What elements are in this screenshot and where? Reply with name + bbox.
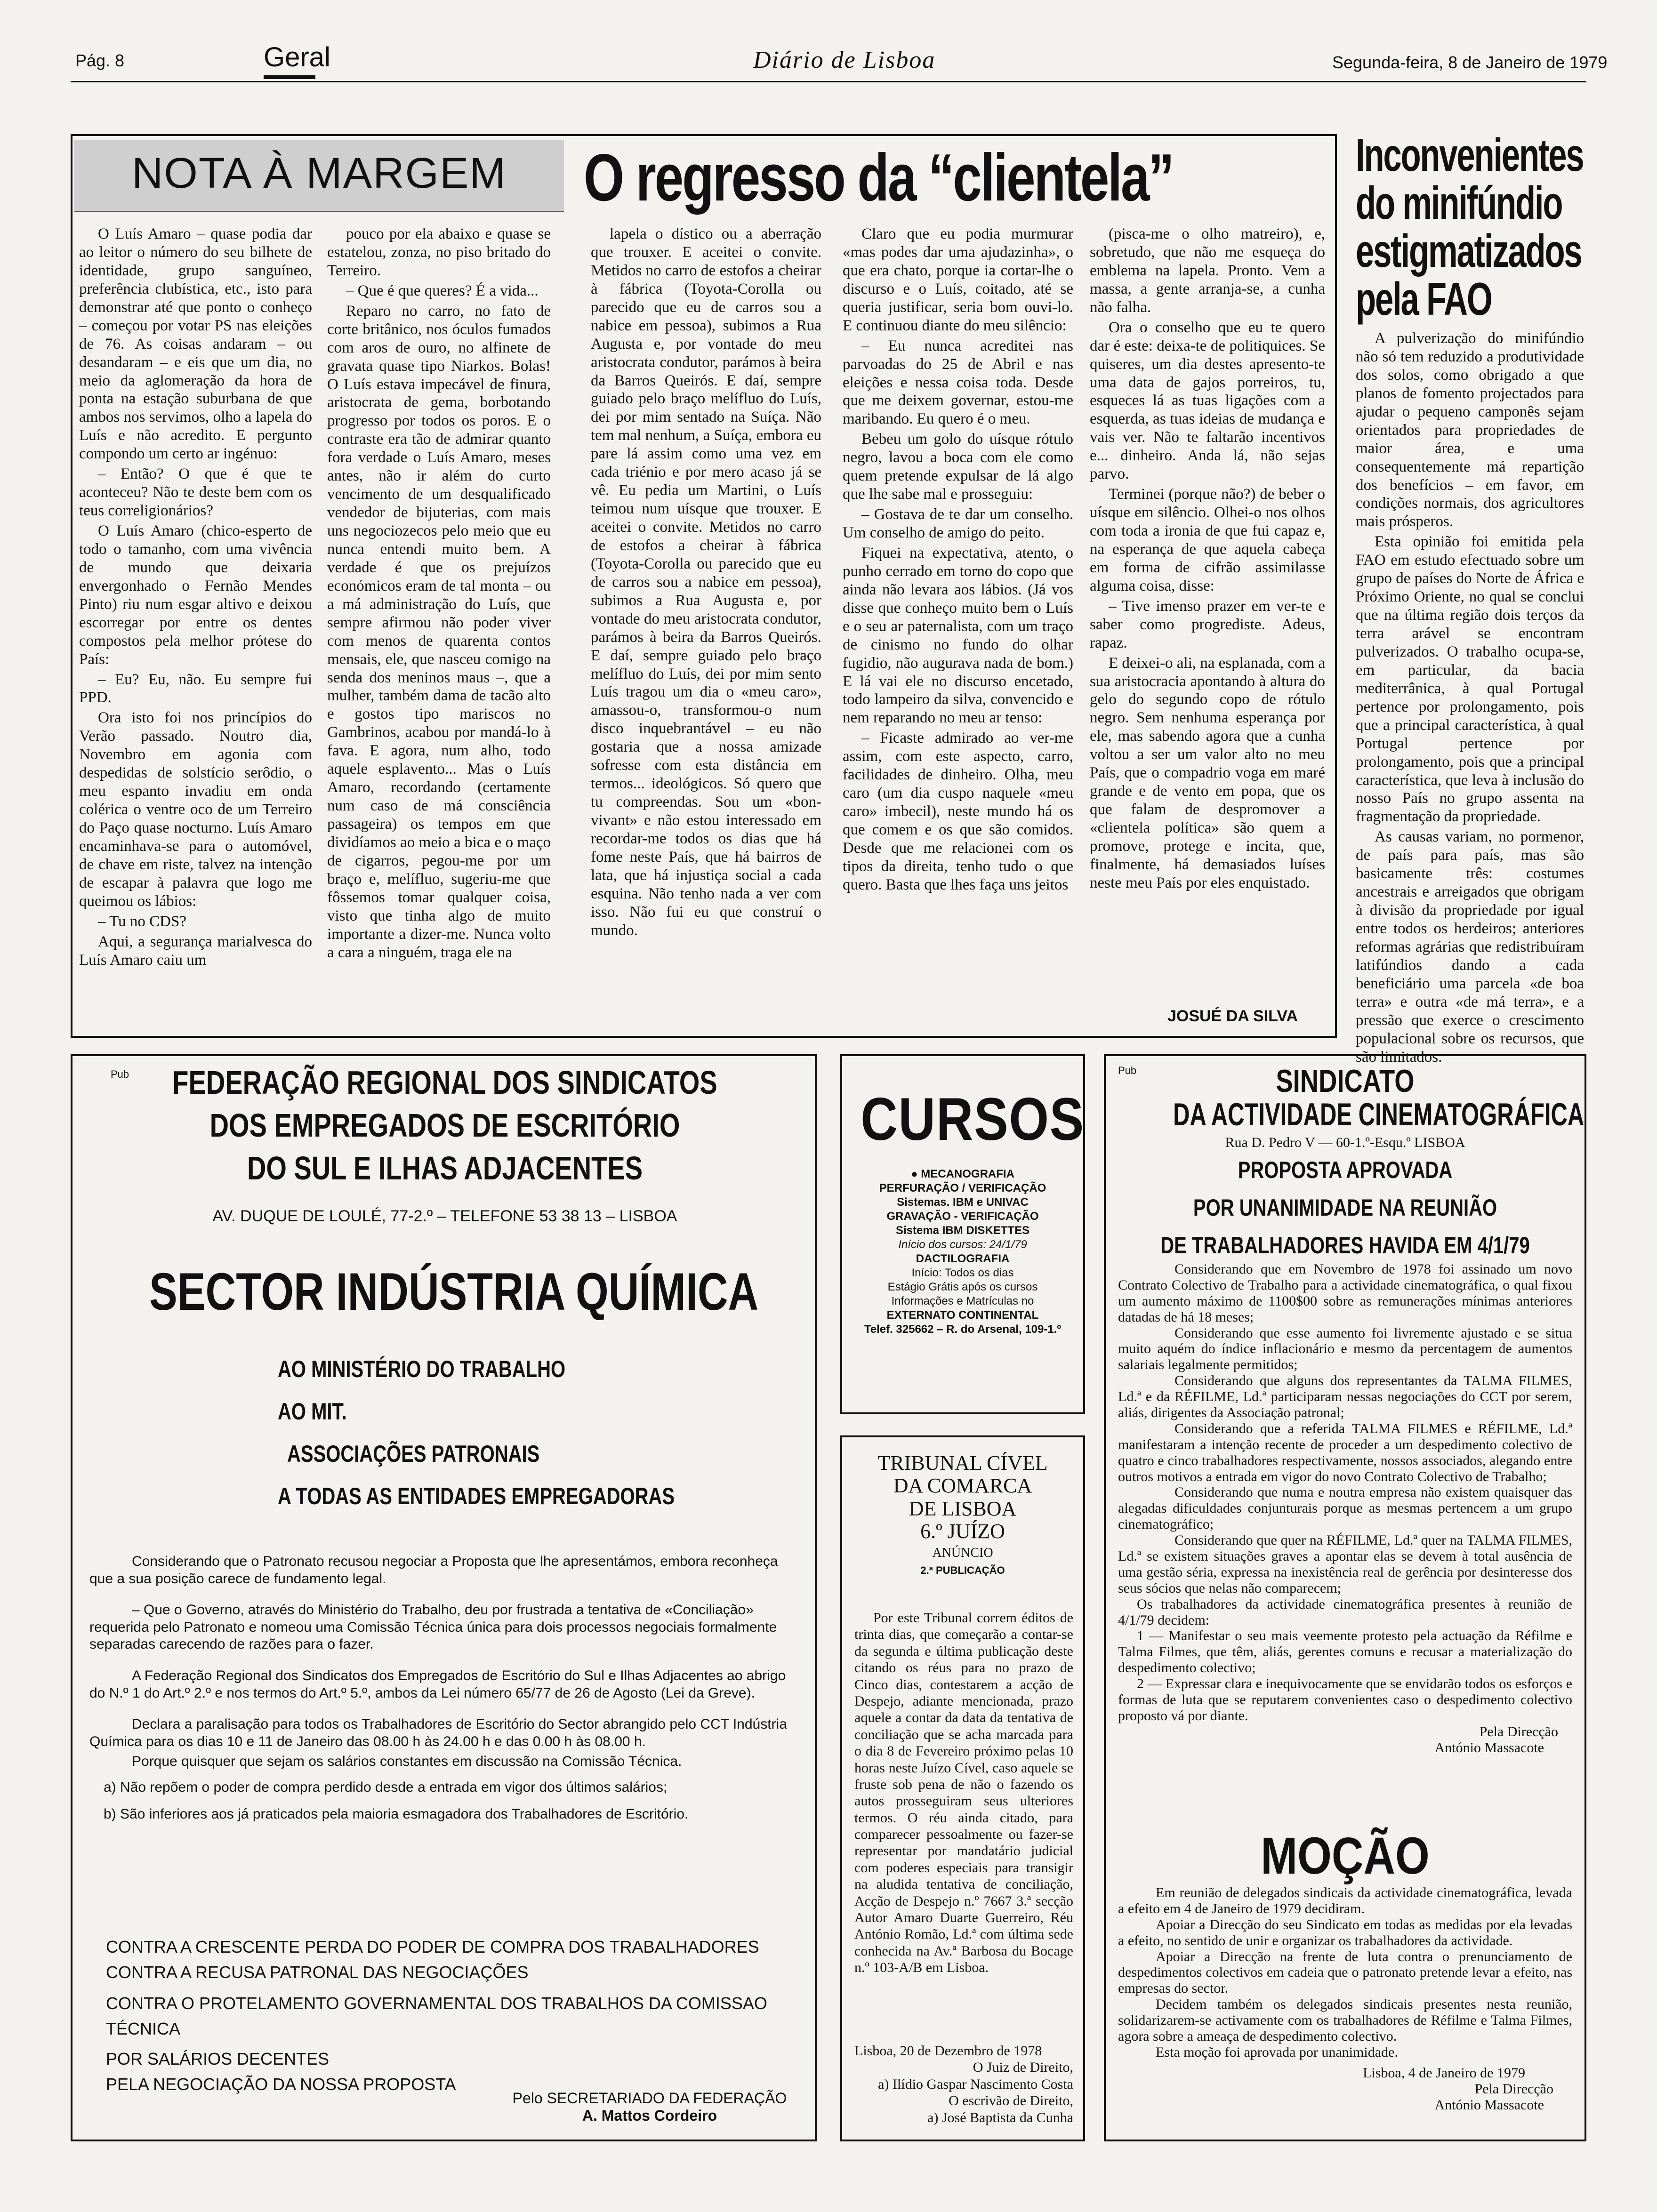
paragraph: Ora isto foi nos princípios do Verão passado. Noutro dia, Novembro em agonia com despedidas de solstício serôdio, o meu espanto invadiu em onda colérica o ventre oco de um Terreiro do Paço quase nocturno. Luís Amaro encaminhava-se para o automóvel, de chave em riste, talvez na intenção de escapar à palavra que logo me queimou os lábios: (79, 709, 312, 910)
tribunal-signoff (854, 2043, 1073, 2126)
paragraph: A Federação Regional dos Sindicatos dos Empregados de Escritório do Sul e Ilhas Adjacentes ao abrigo do N.º 1 do Art.º 2.º e nos termos do Art.º 5.º, ambos da Lei número 65/77 de 26 de Agosto (Lei da Greve). (89, 1667, 786, 1701)
paragraph: Esta opinião foi emitida pela FAO em estudo efectuado sobre um grupo de países do Norte de África e Próximo Oriente, no qual se conclui que na última região dois terços da terra arável se encontram pulverizados. O trabalho ocupa-se, em particular, da bacia mediterrânica, à qual Portugal pertence por prolongamento, pois que a principal característica, à qual Portugal pertence por prolongamento, pois que a principal característica, que leva à inclusão do nosso País no grupo assenta na fragmentação da propriedade. (1356, 533, 1584, 825)
proposal-heading: PROPOSTA APROVADA (1238, 1156, 1453, 1183)
paragraph: – Tu no CDS? (98, 913, 186, 930)
pub-label: Pub (111, 1068, 129, 1080)
title-line: DA ACTIVIDADE CINEMATOGRÁFICA (1173, 1097, 1585, 1133)
title-line: 6.º JUÍZO (920, 1520, 1005, 1543)
paragraph: pouco por ela abaixo e quase se estatelou, zonza, no piso britado do Terreiro. (327, 225, 551, 279)
signature-name: A. Mattos Cordeiro (582, 2107, 717, 2124)
federacao-headline: SECTOR INDÚSTRIA QUÍMICA (149, 1262, 759, 1321)
signature-line: O Juiz de Direito, (973, 2060, 1073, 2076)
paragraph: Considerando que em Novembro de 1978 foi assinado um novo Contrato Colectivo de Trabalho para a actividade cinematográfica, o qual fixou um aumento máximo de 1100$00 sobre as remunerações mínimas anteriores datadas de há 18 meses; (1118, 1261, 1572, 1325)
issue-date: Segunda-feira, 8 de Janeiro de 1979 (1332, 53, 1608, 72)
nota-label-text: NOTA À MARGEM (131, 149, 507, 197)
title-line: TRIBUNAL CÍVEL (877, 1451, 1048, 1475)
tribunal-body: Por este Tribunal correm éditos de trinta dias, que começarão a contar-se da segunda e última publicação deste citando os réus para no prazo de Cinco dias, contestarem a acção de Despejo, adiante mencionada, prazo aquele a contar da data da tentativa de conciliação que se acha marcada para o dia 8 de Fevereiro próximo pelas 10 horas neste Juízo Cível, caso aquele se fruste sob pena de não o fazendo os autos prosseguiram seus ulteriores termos. O réu ainda citado, para comparecer pessoalmente ou fazer-se representar por mandatário judicial com poderes especiais para transigir na aludida tentativa de conciliação, Acção de Despejo n.º 7667 3.ª secção Autor Amaro Duarte Guerreiro, Réu António Romão, Ld.ª com última sede conhecida na Av.ª Barbosa du Bocage n.º 103-A/B em Lisboa. (854, 1610, 1073, 1976)
section-name: Geral (264, 42, 330, 72)
paragraph: – Então? O que é que te aconteceu? Não te deste bem com os teus correligionários? (79, 465, 312, 520)
signature-line: a) José Baptista da Cunha (927, 2109, 1073, 2125)
signature-line: Pela Direcção (1479, 1723, 1558, 1739)
paragraph: – Gostava de te dar um conselho. Um conselho de amigo do peito. (843, 506, 1073, 541)
signature-line: Pelo SECRETARIADO DA FEDERAÇÃO (512, 2090, 787, 2107)
proposal-heading: POR UNANIMIDADE NA REUNIÃO (1193, 1194, 1497, 1221)
mocao-body (1118, 1885, 1572, 2113)
slogan: CONTRA O PROTELAMENTO GOVERNAMENTAL DOS TRABALHOS DA COMISSAO (106, 1994, 767, 2013)
fao-title-line: estigmatizados (1356, 225, 1582, 277)
list-item: a) Não repõem o poder de compra perdido desde a entrada em vigor dos últimos salários; (104, 1779, 668, 1795)
signature-line: O escrivão de Direito, (949, 2093, 1073, 2109)
paragraph: Em reunião de delegados sindicais da actividade cinematográfica, levada a efeito em 4 de Janeiro de 1979 decidiram. (1118, 1885, 1572, 1916)
sindicato-address: Rua D. Pedro V — 60-1.º-Esqu.º LISBOA (1225, 1134, 1465, 1150)
recipient: A TODAS AS ENTIDADES EMPREGADORAS (278, 1483, 675, 1509)
title-line: DO SUL E ILHAS ADJACENTES (247, 1150, 643, 1186)
cursos-line: Sistema IBM DISKETTES (895, 1224, 1030, 1237)
slogan: PELA NEGOCIAÇÃO DA NOSSA PROPOSTA (106, 2075, 456, 2094)
cursos-line: GRAVAÇÃO - VERIFICAÇÃO (886, 1210, 1039, 1223)
mocao-title: MOÇÃO (1261, 1827, 1430, 1885)
recipient: AO MIT. (278, 1398, 347, 1425)
cursos-details (843, 1167, 1083, 1337)
paragraph: Aqui, a segurança marialvesca do Luís Amaro caiu um (79, 933, 312, 969)
list-item: b) São inferiores aos já praticados pela maioria esmagadora dos Trabalhadores de Escritório. (104, 1806, 689, 1822)
federacao-slogans (106, 1934, 767, 2097)
paragraph: – Eu nunca acreditei nas parvoadas do 25 de Abril e nas eleições e nessa coisa toda. Desde que me deixem governar, estou-me maribando. Eu quero é o meu. (843, 337, 1073, 428)
pub-label: Pub (1118, 1065, 1137, 1076)
signature-line: Pela Direcção (1474, 2081, 1553, 2097)
nota-column-4 (843, 225, 1073, 1030)
proposal-heading: DE TRABALHADORES HAVIDA EM 4/1/79 (1160, 1232, 1530, 1258)
cursos-title: CURSOS (861, 1086, 1085, 1153)
signature-name: António Massacote (1434, 1739, 1544, 1755)
cursos-line: ● MECANOGRAFIA (911, 1168, 1014, 1180)
paragraph: Decidem também os delegados sindicais presentes nesta reunião, solidarizarem-se activamente com os trabalhadores de Réfilme e Talma Filmes, agora sobre a ameaça de despedimento colectivo. (1118, 1996, 1572, 2044)
masthead: Diário de Lisboa (753, 47, 936, 73)
nota-column-3 (591, 225, 821, 1030)
tribunal-title (843, 1452, 1083, 1577)
nota-label (74, 140, 564, 212)
paragraph: Esta moção foi aprovada por unanimidade. (1156, 2044, 1398, 2060)
cursos-line: PERFURAÇÃO / VERIFICAÇÃO (879, 1182, 1046, 1194)
paragraph: Considerando que o Patronato recusou negociar a Proposta que lhe apresentámos, embora reconheça que a sua posição carece de fundamento legal. (89, 1554, 778, 1587)
paragraph: – Eu? Eu, não. Eu sempre fui PPD. (79, 671, 312, 706)
paragraph: Considerando que a referida TALMA FILMES e RÉFILME, Ld.ª manifestaram a intenção recente de proceder a um despedimento colectivo de quatro e cinco trabalhadores respectivamente, nossos associados, alegando entre outros motivos a entrada em vigor do novo Contrato Colectivo de Trabalho; (1118, 1420, 1572, 1484)
publication-number: 2.ª PUBLICAÇÃO (920, 1564, 1005, 1577)
fao-title-line: Inconvenientes (1356, 129, 1584, 181)
federacao-body (89, 1553, 796, 1832)
title-line: SINDICATO (1276, 1063, 1415, 1099)
paragraph: – Ficaste admirado ao ver-me assim, com este aspecto, carro, facilidades de dinheiro. Olha, meu caro (um dia cuspo naquele «meu caro» imbecil), neste mundo há os que comem e os que são comidos. Desde que me relacionei com os tipos da direita, tenho tudo o que quero. Basta que lhes faça uns jeitos (843, 729, 1073, 893)
paragraph: lapela o dístico ou a aberração que trouxer. E aceitei o convite. Metidos no carro de estofos a cheirar à fábrica (Toyota-Corolla ou parecido que eu de carros sou a nabice em pessoa), subimos a Rua Augusta e, por vontade do meu aristocrata condutor, parámos à beira da Barros Queirós. E daí, sempre guiado pelo braço melífluo do Luís, dei por mim sentado na Suíça. Não tem mal nenhum, a Suíça, embora eu pare lá assim como uma vez em cada triénio e por mero acaso já se vê. Eu pedia um Martini, o Luís teimou num uísque que trouxer. E aceitei o convite. Metidos no carro de estofos a cheirar à fábrica (Toyota-Corolla ou parecido que eu de carros sou a nabice em pessoa), subimos a Rua Augusta e, por vontade do meu aristocrata condutor, parámos à beira da Barros Queirós. E daí, sempre guiado pelo braço melífluo do Luís, dei por mim sento Luís tragou um dia o «meu caro», amassou-o, transformou-o num disco inquebrantável – eu não gostaria que a nossa amizade sofresse com esta distância em termos... ideológicos. Só quero que tu compreendas. Sou um «bon-vivant» e não estou interessado em recordar-me todos os dias que há fome neste País, que há bairros de lata, que há injustiça social a cada esquina. Não tenho nada a ver com isso. Não fui eu que construí o mundo. (591, 225, 821, 939)
paragraph: – Que o Governo, através do Ministério do Trabalho, deu por frustrada a tentativa de «Conciliação» requerida pelo Patronato e nomeou uma Comissão Técnica única para dois processos negociais formalmente separadas carecendo de razões para o fazer. (89, 1602, 777, 1652)
cursos-line: Início: Todos os dias (911, 1266, 1014, 1279)
federacao-recipients (278, 1355, 774, 1525)
paragraph: Considerando que quer na RÉFILME, Ld.ª quer na TALMA FILMES, Ld.ª se existem situações graves a apontar elas se devem à total ausência de uma gestão séria, expressa na inexistência real de gerência por desinteresse dos seus sócios que nelas não comparecem; (1118, 1532, 1572, 1596)
federacao-address: AV. DUQUE DE LOULÉ, 77-2.º – TELEFONE 53 38 13 – LISBOA (212, 1207, 677, 1225)
paragraph: Porque quisquer que sejam os salários constantes em discussão na Comissão Técnica. (132, 1754, 682, 1770)
paragraph: Apoiar a Direcção do seu Sindicato em todas as medidas por ela levadas a efeito, no sentido de unir e organizar os trabalhadores da actividade. (1118, 1916, 1572, 1948)
paragraph: Apoiar a Direcção na frente de luta contra o prenunciamento de despedimentos colectivos em cadeia que o patronato pretende levar a efeito, nas empresas do sector. (1118, 1948, 1572, 1996)
header-rule (71, 81, 1586, 82)
title-line: DOS EMPREGADOS DE ESCRITÓRIO (209, 1107, 680, 1144)
recipient: AO MINISTÉRIO DO TRABALHO (278, 1356, 566, 1382)
paragraph: A pulverização do minifúndio não só tem reduzido a produtividade dos solos, como obrigado a que planos de fomento projectados para ajudar o pequeno camponês sejam orientados para propriedades de maior área, e uma consequentemente má repartição dos benefícios – em favor, em condições normais, dos agricultores mais prósperos. (1356, 330, 1584, 530)
cursos-line: Telef. 325662 – R. do Arsenal, 109-1.º (864, 1323, 1062, 1336)
paragraph: Considerando que numa e noutra empresa não existem quaisquer das alegadas dificuldades conjunturais porque as mesmas pertencem a um grupo cinematográfico; (1118, 1484, 1572, 1532)
paragraph: Ora o conselho que eu te quero dar é este: deixa-te de politiquices. Se quiseres, um dia destes apresento-te uma data de gajos porreiros, tu, esqueces lá as tuas ligações com a esquerda, as tuas ideias de mudança e vais ver. Não te faltarão incentivos e... dinheiro. Anda lá, não sejas parvo. (1090, 319, 1325, 483)
fao-body (1356, 329, 1584, 1066)
paragraph: Considerando que alguns dos representantes da TALMA FILMES, Ld.ª e da RÉFILME, Ld.ª participaram nessas negociações do CCT por serem, aliás, dirigentes da Associação patronal; (1118, 1373, 1572, 1421)
paragraph: – Tive imenso prazer em ver-te e saber como progrediste. Adeus, rapaz. (1090, 597, 1325, 651)
federacao-signature (499, 2090, 800, 2124)
paragraph: As causas variam, no pormenor, de país para país, mas são basicamente três: costumes ancestrais e arreigados que obrigam à divisão da propriedade por igual entre todos os herdeiros; anteriores reformas agrárias que redistribuíram latifúndios dando a cada beneficiário uma parcela «de boa terra» e outra «de má terra», e a pressão que exerce o crescimento populacional sobre os recursos, que são limitados. (1356, 828, 1584, 1066)
nota-column-1 (79, 225, 312, 1030)
cursos-line: Informações e Matrículas no (891, 1295, 1034, 1307)
cursos-line: EXTERNATO CONTINENTAL (886, 1309, 1039, 1322)
title-line: DE LISBOA (909, 1497, 1017, 1520)
paragraph: Claro que eu podia murmurar «mas podes dar uma ajudazinha», o que era chato, porque ia cortar-lhe o discurso e o Luís, coitado, até se queria justificar, seria bom ouvi-lo. E continuou diante do meu silêncio: (843, 225, 1073, 334)
paragraph: Terminei (porque não?) de beber o uísque em silêncio. Olhei-o nos olhos com toda a ironia de que fui capaz e, na esperança de que aquela cabeça em forma de cifrão assimilasse alguma coisa, disse: (1090, 486, 1325, 594)
paragraph: Declara a paralisação para todos os Trabalhadores de Escritório do Sector abrangido pelo CCT Indústria Química para os dias 10 e 11 de Janeiro das 08.00 h às 24.00 h e das 0.00 h às 08.00 h. (89, 1716, 787, 1749)
signature-name: António Massacote (1434, 2097, 1544, 2113)
tribunal-date: Lisboa, 20 de Dezembro de 1978 (854, 2043, 1042, 2059)
cursos-line: Estágio Grátis após os cursos (887, 1281, 1038, 1293)
slogan: TÉCNICA (106, 2019, 181, 2038)
recipient: ASSOCIAÇÕES PATRONAIS (287, 1441, 540, 1467)
notice-type: ANÚNCIO (932, 1545, 993, 1560)
paragraph: Fiquei na expectativa, atento, o punho cerrado em torno do copo que ainda não levara aos lábios. (Já vos disse que conheço muito bem o Luís e o seu ar paternalista, com um traço de cinismo no fundo do olhar fugidio, não augurava nada de bom.) E lá vai ele no discurso encetado, todo lampeiro da silva, convencido e nem reparando no meu ar tenso: (843, 544, 1073, 727)
paragraph: Bebeu um golo do uísque rótulo negro, lavou a boca com ele como quem pretende expulsar de lá algo que lhe sabe mal e prosseguiu: (843, 431, 1073, 503)
section-underline (264, 75, 315, 79)
federacao-title (89, 1061, 800, 1190)
paragraph: 1 — Manifestar o seu mais veemente protesto pela actuação da Réfilme e Talma Filmes, que têm, aliás, gerentes comuns e recusar a materialização do despedimento colectivo; (1118, 1628, 1572, 1676)
paragraph: O Luís Amaro (chico-esperto de todo o tamanho, com uma vivência de mundo que deixaria envergonhado o Fernão Mendes Pinto) riu num esgar altivo e deixou escorregar por entre os dentes compostos pela melhor prótese do País: (79, 522, 312, 668)
slogan: CONTRA A RECUSA PATRONAL DAS NEGOCIAÇÕES (106, 1963, 529, 1982)
cursos-line: Sistemas. IBM e UNIVAC (897, 1196, 1029, 1209)
nota-column-5 (1090, 225, 1325, 997)
fao-title-line: do minifúndio (1356, 177, 1562, 229)
cursos-line: DACTILOGRAFIA (916, 1252, 1010, 1265)
nota-column-2 (327, 225, 551, 1030)
paragraph: – Que é que queres? É a vida... (346, 282, 539, 299)
paragraph: E deixei-o ali, na esplanada, com a sua aristocracia apontando à altura do gelo do segundo copo de rótulo negro. Sem nenhuma esperança por ele, mas sabendo agora que a cunha voltou a ser um valor alto no meu País, que o compadrio voga em maré grande e de vento em popa, que os que falam de despromover a «clientela política» são quem a promove, protege e incita, que, finalmente, há demasiados luíses neste meu País por eles enquistado. (1090, 654, 1325, 891)
fao-title (1356, 129, 1584, 325)
mocao-date: Lisboa, 4 de Janeiro de 1979 (1363, 2065, 1525, 2081)
sindicato-title (1106, 1065, 1584, 1259)
signature-line: a) Ilídio Gaspar Nascimento Costa (878, 2076, 1073, 2092)
nota-title: O regresso da “clientela” (584, 140, 1173, 215)
paragraph: Reparo no carro, no fato de corte britânico, nos óculos fumados com aros de ouro, no alfinete de gravata quase tipo Niarkos. Bolas! O Luís estava impecável de finura, aristocrata de gema, borbotando progresso por todos os poros. E o contraste era tão de admirar quanto fora verdade o Luís Amaro, meses antes, não ir além do curto vencimento de um desqualificado vendedor de bijuterias, com mais uns negociozecos pelo meio que eu nunca entendi muito bem. A verdade é que os prejuízos económicos eram de tal monta – ou a má administração do Luís, que sempre afirmou não poder viver com menos de quarenta contos mensais, ele, que nasceu comigo na senda dos meninos maus –, que a mulher, também dama de tacão alto e gostos tipo mariscos no Gambrinos, acabou por mandá-lo à fava. E agora, num alho, todo aquele esplavento... Mas o Luís Amaro, recordando (certamente num caso de má consciência passageira) os tempos em que dividíamos ao meio a bica e o maço de cigarros, pegou-me por um braço e, melífluo, sugeriu-me que fôssemos tomar qualquer coisa, visto que tinha algo de muito importante a dizer-me. Nunca volto a cara a ninguém, traga ele na (327, 302, 551, 961)
sindicato-body (1118, 1261, 1572, 1756)
title-line: DA COMARCA (893, 1474, 1032, 1498)
paragraph: O Luís Amaro – quase podia dar ao leitor o número do seu bilhete de identidade, grupo sanguíneo, preferência clubística, etc., isto para demonstrar até que ponto o conheço – começou por votar PS nas eleições de 76. As coisas andaram – ou desandaram – e eis que um dia, no meio da aglomeração da hora de ponta na estação suburbana de que ambos nos servimos, olho a lapela do Luís e não acredito. E pergunto compondo um certo ar ingénuo: (79, 225, 312, 463)
page-number: Pág. 8 (75, 51, 125, 70)
paragraph: Os trabalhadores da actividade cinematográfica presentes à reunião de 4/1/79 decidem: (1118, 1596, 1572, 1628)
paragraph: Considerando que esse aumento foi livremente ajustado e se situa muito aquém do índice inflacionário e mesmo da percentagem de aumentos salariais legalmente permitidos; (1118, 1325, 1572, 1373)
paragraph: 2 — Expressar clara e inequivocamente que se envidarão todos os esforços e formas de luta que se reputarem convenientes caso o despedimento colectivo proposto vá por diante. (1118, 1676, 1572, 1723)
title-line: FEDERAÇÃO REGIONAL DOS SINDICATOS (172, 1064, 717, 1101)
paragraph: (pisca-me o olho matreiro), e, sobretudo, que não me esqueça do emblema na lapela. Pronto. Vem a massa, a gente arranja-se, a cunha não falha. (1090, 225, 1325, 316)
slogan: CONTRA A CRESCENTE PERDA DO PODER DE COMPRA DOS TRABALHADORES (106, 1937, 759, 1956)
fao-title-line: pela FAO (1356, 273, 1492, 325)
nota-author: JOSUÉ DA SILVA (1167, 1007, 1298, 1025)
cursos-line: Início dos cursos: 24/1/79 (898, 1238, 1027, 1251)
slogan: POR SALÁRIOS DECENTES (106, 2049, 330, 2068)
